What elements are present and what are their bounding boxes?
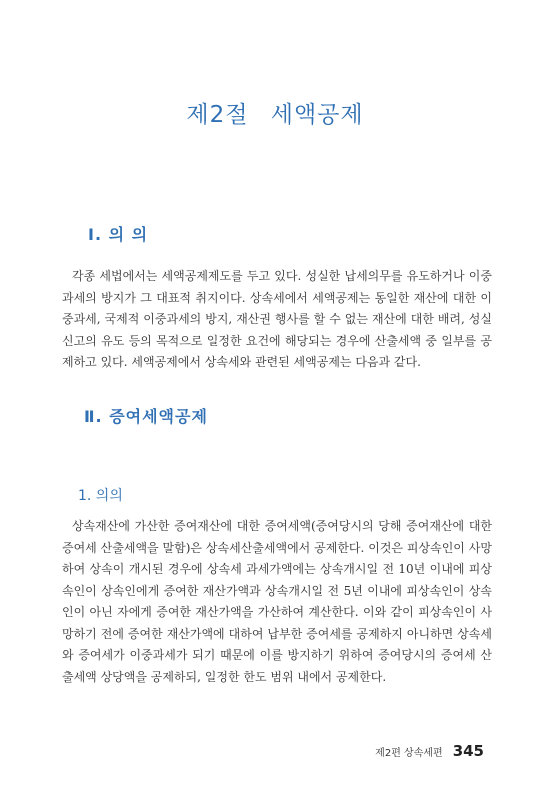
section-paragraph-text: 각종 세법에서는 세액공제제도를 두고 있다. 성실한 납세의무를 유도하거나 이중과세의 방지가 그 대표적 취지이다. 상속세에서 세액공제는 동일한 재산에 대한 이중과세, 국제적 이중과세의 방지, 재산권 행사를 할 수 없는 재산에 대한 배려, 성실신고의 유도 등의 목적으로 일정한 요건에 해당되는 경우에 산출세액 중 일부를 공제하고 있다. 세액공제에서 상속세와 관련된 세액공제는 다음과 같다. — [62, 269, 492, 369]
section-heading-purpose: Ⅰ. 의 의 — [88, 225, 149, 244]
subsection-paragraph-purpose — [62, 516, 492, 688]
section-heading-gift-tax-credit: Ⅱ. 증여세액공제 — [84, 407, 208, 426]
page-footer — [375, 742, 484, 760]
subsection-heading-purpose: 1. 의의 — [78, 488, 123, 504]
chapter-title: 제2절 세액공제 — [186, 102, 364, 128]
footer-section-label: 제2편 상속세편 — [375, 748, 443, 759]
section-paragraph-purpose — [62, 266, 492, 374]
page-number: 345 — [452, 742, 484, 760]
subsection-paragraph-text: 상속재산에 가산한 증여재산에 대한 증여세액(증여당시의 당해 증여재산에 대한 증여세 산출세액을 말함)은 상속세산출세액에서 공제한다. 이것은 피상속인이 사망하여 상속이 개시된 경우에 상속세 과세가액에는 상속개시일 전 10년 이내에 피상속인이 상속인에게 증여한 재산가액과 상속개시일 전 5년 이내에 피상속인이 상속인이 아닌 자에게 증여한 재산가액을 가산하여 계산한다. 이와 같이 피상속인이 사망하기 전에 증여한 재산가액에 대하여 납부한 증여세를 공제하지 아니하면 상속세와 증여세가 이중과세가 되기 때문에 이를 방지하기 위하여 증여당시의 증여세 산출세액 상당액을 공제하되, 일정한 한도 범위 내에서 공제한다. — [62, 519, 492, 684]
